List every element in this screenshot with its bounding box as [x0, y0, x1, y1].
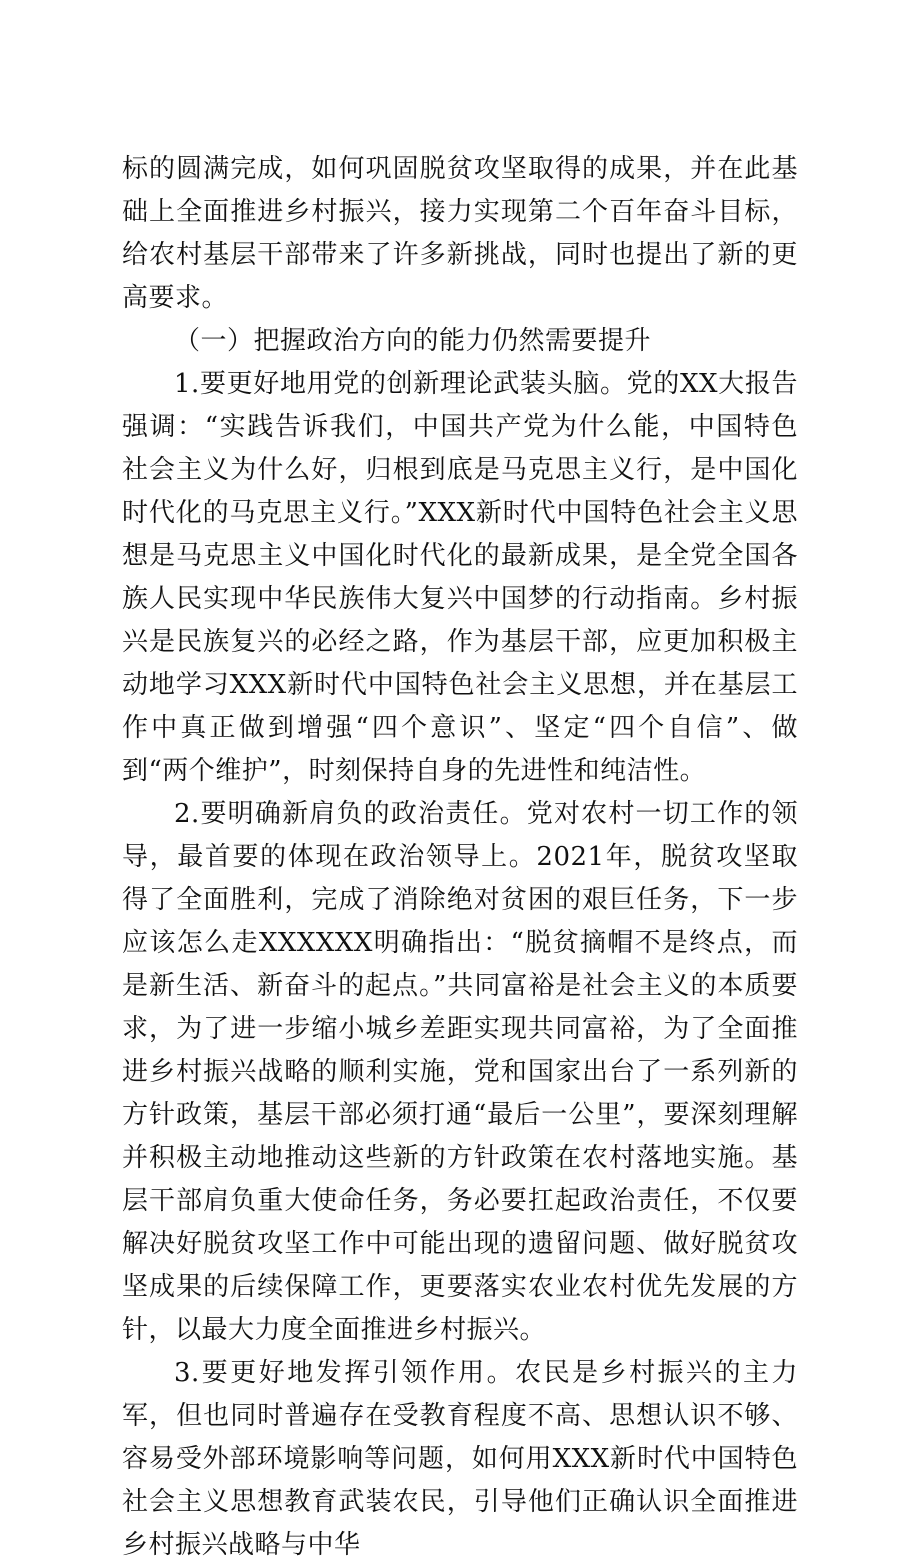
document-body [122, 148, 798, 1567]
paragraph-1: 1.要更好地用党的创新理论武装头脑。党的XX大报告强调：“实践告诉我们，中国共产党为什么能，中国特色社会主义为什么好，归根到底是马克思主义行，是中国化时代化的马克思主义行。”XXX新时代中国特色社会主义思想是马克思主义中国化时代化的最新成果，是全党全国各族人民实现中华民族伟大复兴中国梦的行动指南。乡村振兴是民族复兴的必经之路，作为基层干部，应更加积极主动地学习XXX新时代中国特色社会主义思想，并在基层工作中真正做到增强“四个意识”、坚定“四个自信”、做到“两个维护”，时刻保持自身的先进性和纯洁性。 [122, 369, 798, 786]
paragraph-3: 3.要更好地发挥引领作用。农民是乡村振兴的主力军，但也同时普遍存在受教育程度不高、思想认识不够、容易受外部环境影响等问题，如何用XXX新时代中国特色社会主义思想教育武装农民，引导他们正确认识全面推进乡村振兴战略与中华 [122, 1358, 798, 1560]
paragraph-continuation: 标的圆满完成，如何巩固脱贫攻坚取得的成果，并在此基础上全面推进乡村振兴，接力实现第二个百年奋斗目标，给农村基层干部带来了许多新挑战，同时也提出了新的更高要求。 [122, 154, 798, 313]
paragraph-2: 2.要明确新肩负的政治责任。党对农村一切工作的领导，最首要的体现在政治领导上。2021年，脱贫攻坚取得了全面胜利，完成了消除绝对贫困的艰巨任务，下一步应该怎么走XXXXXX明确指出：“脱贫摘帽不是终点，而是新生活、新奋斗的起点。”共同富裕是社会主义的本质要求，为了进一步缩小城乡差距实现共同富裕，为了全面推进乡村振兴战略的顺利实施，党和国家出台了一系列新的方针政策，基层干部必须打通“最后一公里”，要深刻理解并积极主动地推动这些新的方针政策在农村落地实施。基层干部肩负重大使命任务，务必要扛起政治责任，不仅要解决好脱贫攻坚工作中可能出现的遗留问题、做好脱贫攻坚成果的后续保障工作，更要落实农业农村优先发展的方针，以最大力度全面推进乡村振兴。 [122, 799, 798, 1345]
section-heading: （一）把握政治方向的能力仍然需要提升 [174, 326, 652, 356]
